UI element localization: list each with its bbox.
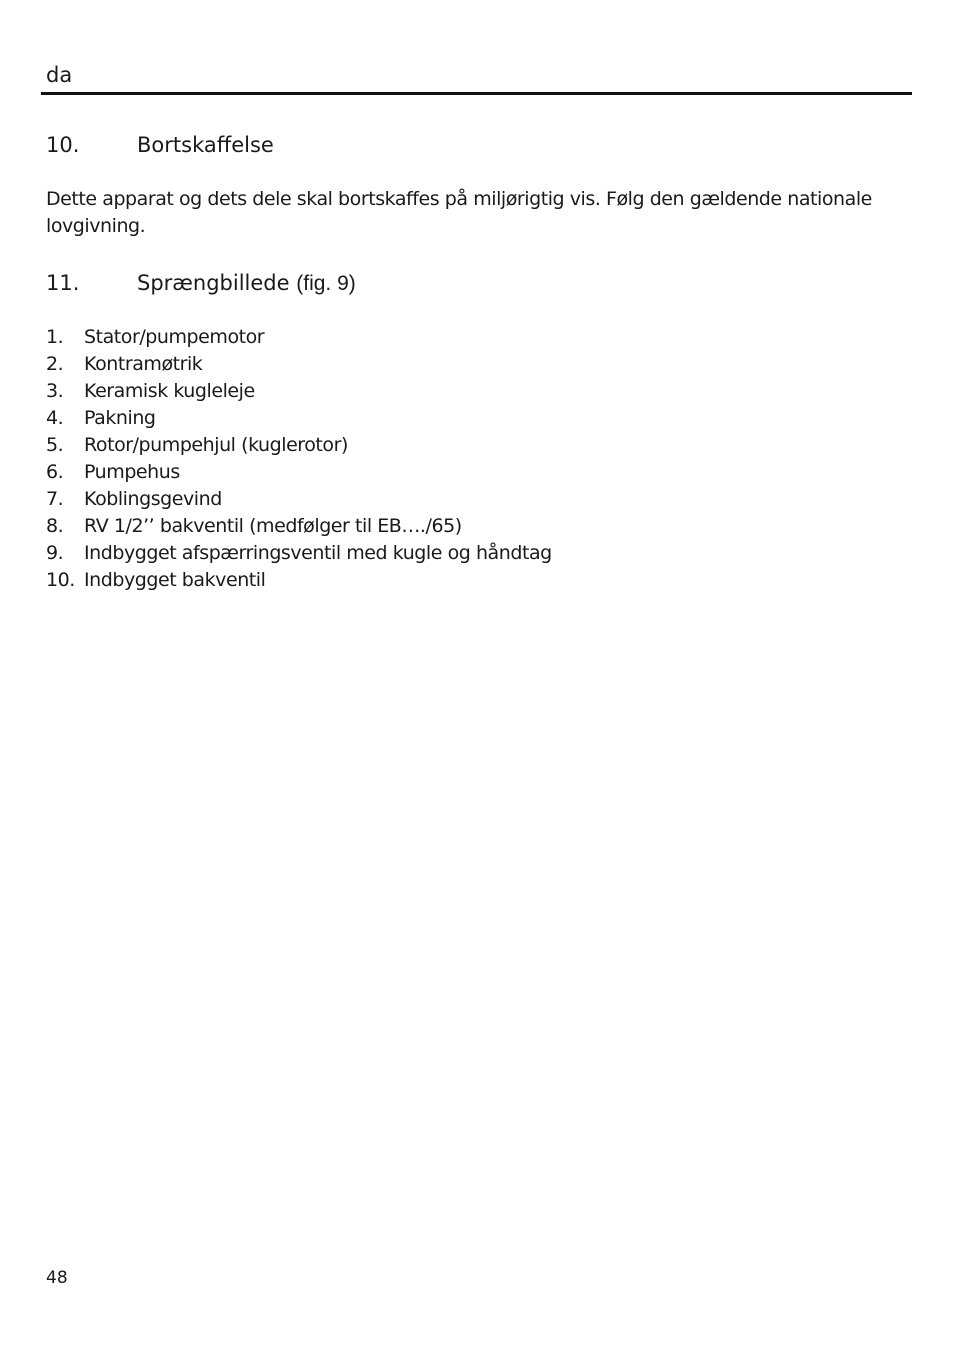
list-item [46, 459, 552, 486]
list-item-text: Indbygget afspærringsventil med kugle og håndtag [84, 542, 552, 564]
section-title: Bortskaffelse [137, 133, 274, 157]
section-number: 10. [46, 133, 80, 157]
list-item-number: 6. [46, 461, 64, 483]
list-item-number: 3. [46, 380, 64, 402]
page-number: 48 [46, 1268, 68, 1288]
list-item-number: 2. [46, 353, 64, 375]
list-item [46, 405, 552, 432]
list-item [46, 540, 552, 567]
section-heading-exploded-view [46, 270, 356, 297]
list-item [46, 324, 552, 351]
list-item-text: Koblingsgevind [84, 488, 222, 510]
list-item-text: Pumpehus [84, 461, 180, 483]
list-item-text: Kontramøtrik [84, 353, 203, 375]
list-item-number: 8. [46, 515, 64, 537]
list-item-number: 7. [46, 488, 64, 510]
section-number: 11. [46, 271, 80, 295]
section-title: Sprængbillede [137, 271, 290, 295]
figure-reference: (fig. 9) [296, 272, 356, 295]
list-item-number: 4. [46, 407, 64, 429]
list-item-number: 10. [46, 569, 75, 591]
header-divider [41, 92, 912, 95]
language-tag: da [46, 63, 73, 87]
list-item-text: Keramisk kugleleje [84, 380, 255, 402]
list-item-number: 9. [46, 542, 64, 564]
list-item-text: Rotor/pumpehjul (kuglerotor) [84, 434, 348, 456]
list-item-number: 1. [46, 326, 64, 348]
list-item [46, 351, 552, 378]
list-item-text: RV 1/2’’ bakventil (medfølger til EB…./65) [84, 515, 462, 537]
disposal-paragraph: Dette apparat og dets dele skal bortskaffes på miljørigtig vis. Følg den gældende nationale lovgivning. [46, 188, 872, 237]
list-item-number: 5. [46, 434, 64, 456]
section-heading-disposal [46, 132, 274, 158]
list-item-text: Pakning [84, 407, 156, 429]
list-item [46, 567, 552, 594]
list-item-text: Stator/pumpemotor [84, 326, 265, 348]
parts-list [46, 324, 552, 594]
list-item [46, 486, 552, 513]
list-item [46, 432, 552, 459]
list-item [46, 513, 552, 540]
list-item-text: Indbygget bakventil [84, 569, 266, 591]
list-item [46, 378, 552, 405]
